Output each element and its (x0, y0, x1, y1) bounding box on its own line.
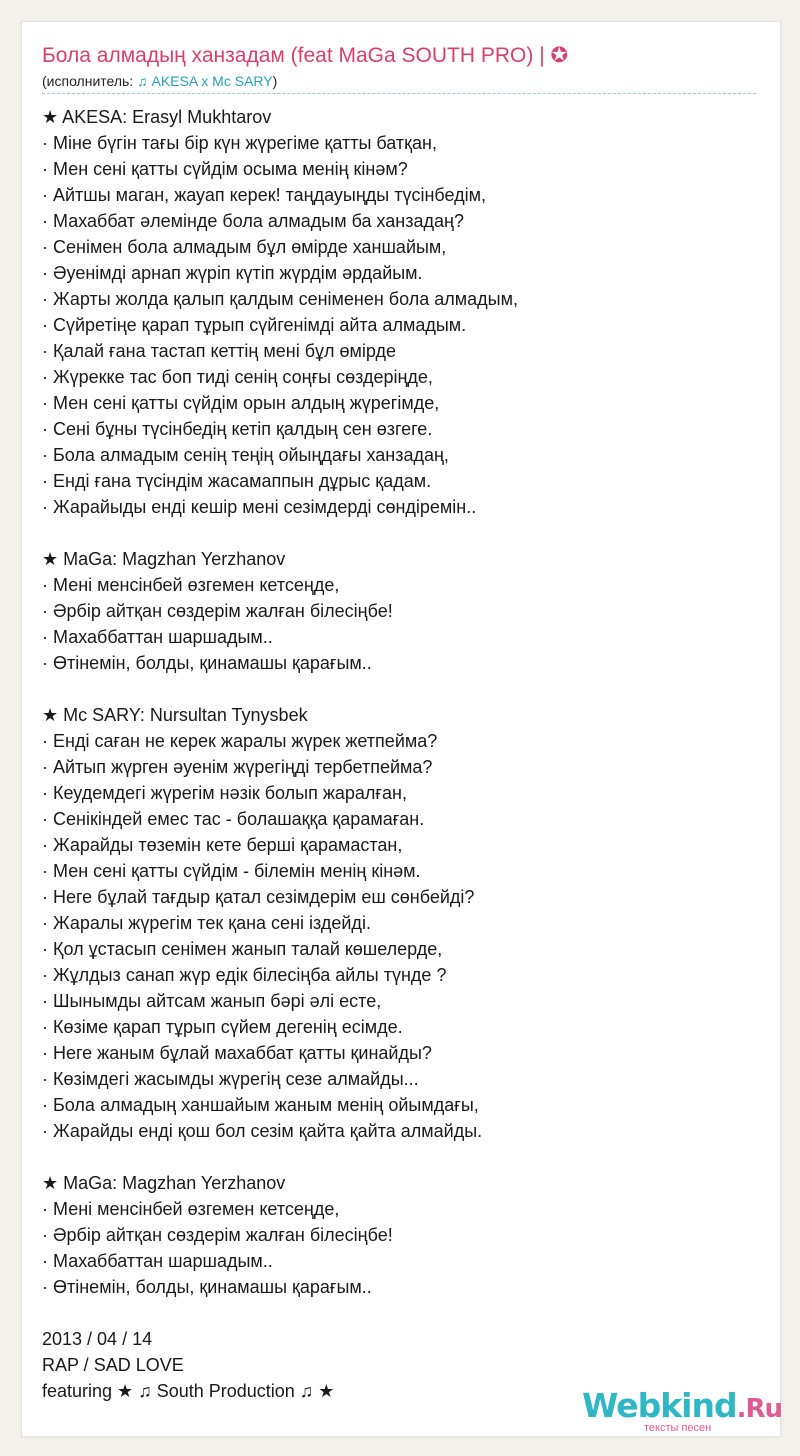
performer-link[interactable]: AKESA x Mc SARY (151, 73, 273, 89)
lyric-line: · Шынымды айтсам жанып бәрі әлі есте, (42, 991, 382, 1011)
lyric-line: · Қалай ғана тастап кеттің мені бұл өмірде (42, 341, 396, 361)
lyric-line: · Кеудемдегі жүрегім нәзік болып жаралған, (42, 783, 407, 803)
lyric-line: · Әуенімді арнап жүріп күтіп жүрдім әрдайым. (42, 263, 423, 283)
lyric-line: · Бола алмадың ханшайым жаным менің ойымдағы, (42, 1095, 479, 1115)
lyric-line: · Жарты жолда қалып қалдым сеніменен бола алмадым, (42, 289, 518, 309)
verse-heading: ★ Mc SARY: Nursultan Tynysbek (42, 705, 308, 725)
lyric-line: · Неге бұлай тағдыр қатал сезімдерім еш сөнбейді? (42, 887, 475, 907)
logo-tld: .Ru (736, 1394, 783, 1424)
lyric-line: · Әрбір айтқан сөздерім жалған білесіңбе! (42, 601, 393, 621)
song-title: Бола алмадың ханзадам (feat MaGa SOUTH PRO) | ✪ (42, 44, 569, 67)
lyric-line: · Айтшы маган, жауап керек! таңдауыңды түсінбедім, (42, 185, 486, 205)
lyric-line: · Өтінемін, болды, қинамашы қарағым.. (42, 1277, 372, 1297)
lyric-line: · Махаббаттан шаршадым.. (42, 1251, 273, 1271)
performer-line (42, 72, 756, 94)
lyric-line: · Өтінемін, болды, қинамашы қарағым.. (42, 653, 372, 673)
lyric-line: · Мен сені қатты сүйдім орын алдың жүрегімде, (42, 393, 440, 413)
lyric-line: · Бола алмадым сенің теңің ойыңдағы ханзадаң, (42, 445, 449, 465)
lyric-line: · Енді ғана түсіндім жасамаппын дұрыс қадам. (42, 471, 432, 491)
lyric-line: · Жүрекке тас боп тиді сенің соңғы сөздеріңде, (42, 367, 433, 387)
lyric-line: · Жұлдыз санап жүр едік білесіңба айлы түнде ? (42, 965, 447, 985)
lyric-line: · Міне бүгін тағы бір күн жүрегіме қатты батқан, (42, 133, 437, 153)
lyric-line: · Жарайды төземін кете берші қарамастан, (42, 835, 403, 855)
logo-tagline: тексты песен (644, 1422, 712, 1434)
lyric-line: · Мені менсінбей өзгемен кетсеңде, (42, 575, 340, 595)
performer-suffix: ) (272, 73, 278, 89)
song-footer (42, 1326, 334, 1404)
lyric-line: · Мен сені қатты сүйдім - білемін менің кінәм. (42, 861, 421, 881)
lyric-line: · Жарайды енді қош бол сезім қайта қайта алмайды. (42, 1121, 483, 1141)
lyric-line: · Көзіме қарап тұрып сүйем дегенің есімде. (42, 1017, 403, 1037)
webkind-logo[interactable] (582, 1386, 783, 1438)
genre-label: RAP / SAD LOVE (42, 1355, 184, 1375)
lyric-line: · Жаралы жүрегім тек қана сені іздейді. (42, 913, 371, 933)
release-date: 2013 / 04 / 14 (42, 1329, 153, 1349)
lyric-line: · Жарайыды енді кешір мені сезімдерді сөндіремін.. (42, 497, 477, 517)
lyric-line: · Қол ұстасып сенімен жанып талай көшелерде, (42, 939, 443, 959)
featuring-credit: featuring ★ ♫ South Production ♫ ★ (42, 1381, 335, 1401)
logo-brand: Webkind (582, 1386, 737, 1425)
stanza-gap (42, 1144, 518, 1170)
lyric-line: · Сүйретіңе қарап тұрып сүйгенімді айта алмадым. (42, 315, 467, 335)
lyric-line: · Махаббат әлемінде бола алмадым ба ханзадаң? (42, 211, 464, 231)
lyric-line: · Көзімдегі жасымды жүрегің сезе алмайды... (42, 1069, 419, 1089)
lyric-line: · Әрбір айтқан сөздерім жалған білесіңбе! (42, 1225, 393, 1245)
lyric-line: · Енді саған не керек жаралы жүрек жетпейма? (42, 731, 438, 751)
lyric-line: · Мені менсінбей өзгемен кетсеңде, (42, 1199, 340, 1219)
lyric-line: · Айтып жүрген әуенім жүрегіңді тербетпейма? (42, 757, 433, 777)
stanza-gap (42, 676, 518, 702)
lyric-line: · Сенікіндей емес тас - болашаққа қарамаған. (42, 809, 425, 829)
music-note-icon: ♫ (137, 73, 148, 89)
lyric-line: · Сені бұны түсінбедің кетіп қалдың сен өзгеге. (42, 419, 433, 439)
lyric-line: · Неге жаным бұлай махаббат қатты қинайды? (42, 1043, 432, 1063)
lyrics-block (42, 104, 518, 1300)
stanza-gap (42, 520, 518, 546)
verse-heading: ★ MaGa: Magzhan Yerzhanov (42, 1173, 286, 1193)
lyric-line: · Сенімен бола алмадым бұл өмірде ханшайым, (42, 237, 447, 257)
lyric-line: · Махаббаттан шаршадым.. (42, 627, 273, 647)
verse-heading: ★ AKESA: Erasyl Mukhtarov (42, 107, 272, 127)
lyric-line: · Мен сені қатты сүйдім осыма менің кінәм? (42, 159, 408, 179)
verse-heading: ★ MaGa: Magzhan Yerzhanov (42, 549, 286, 569)
performer-prefix: (исполнитель: (42, 73, 138, 89)
